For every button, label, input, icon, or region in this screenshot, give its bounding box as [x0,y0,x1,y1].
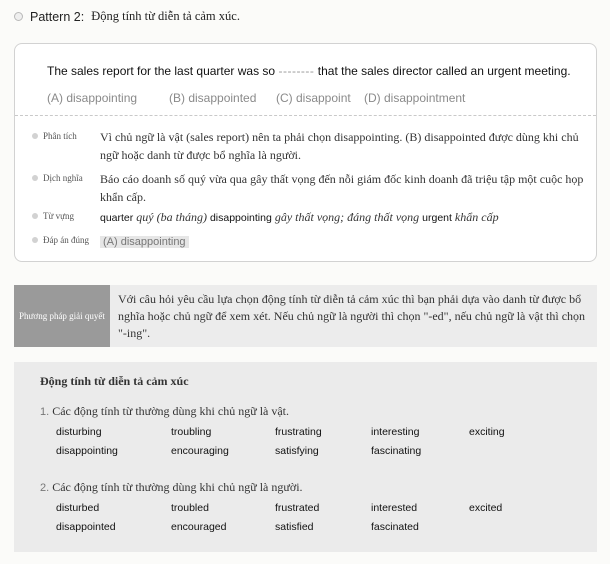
section-heading-text: Các động tính từ thường dùng khi chủ ngữ là người. [52,480,303,494]
vocab-meaning: quý (ba tháng) [136,210,207,224]
vocab-word: quarter [100,212,134,224]
adjective-word: interesting [371,426,420,438]
vocab-meaning: gây thất vọng; đáng thất vọng [274,210,420,224]
adjective-word: frustrating [275,426,322,438]
adjective-word: disturbing [56,426,102,438]
section-2-heading [40,480,303,495]
row-bullet-icon [32,213,38,219]
vocab-word: urgent [422,212,452,224]
option-b[interactable]: (B) disappointed [169,91,257,105]
translation-text: Báo cáo doanh số quý vừa qua gây thất vọng đến nỗi giám đốc kinh doanh đã triệu tập một cuộc họp khẩn cấp. [100,172,584,204]
translation-label: Dịch nghĩa [43,173,83,183]
question-after: that the sales director called an urgent meeting. [317,64,571,78]
adjective-word: exciting [469,426,505,438]
adjective-word: troubled [171,502,209,514]
vocab-meaning: khẩn cấp [454,210,499,224]
pattern-header [14,9,240,24]
adjective-word: fascinated [371,521,419,533]
adjective-word: troubling [171,426,212,438]
section-heading-text: Các động tính từ thường dùng khi chủ ngữ là vật. [52,404,290,418]
adjective-word: satisfied [275,521,314,533]
row-bullet-icon [32,175,38,181]
adjective-word: encouraging [171,445,229,457]
emotion-adjectives-box [14,362,597,552]
vocabulary-text [100,208,585,227]
analysis-label: Phân tích [43,131,77,141]
adjective-word: disappointed [56,521,116,533]
method-label: Phương pháp giải quyết [14,285,110,347]
emotion-title: Động tính từ diễn tả cảm xúc [40,374,189,388]
vocabulary-label: Từ vựng [43,211,75,221]
option-a[interactable]: (A) disappointing [47,91,138,105]
method-box [14,285,597,347]
method-text: Với câu hỏi yêu cầu lựa chọn động tính từ diễn tả cảm xúc thì bạn phải dựa vào danh từ được bổ nghĩa hoặc chủ ngữ để xem xét. Nếu chủ ngữ là người thì chọn "-ed", nếu chủ ngữ là vật thì chọn "-ing". [118,292,586,340]
adjective-word: fascinating [371,445,422,457]
adjective-word: frustrated [275,502,320,514]
pattern-label: Pattern 2: [30,9,85,24]
adjective-word: disappointing [56,445,118,457]
question-card [14,43,597,262]
option-c[interactable]: (C) disappoint [276,91,351,105]
answer-label: Đáp án đúng [43,235,89,245]
correct-answer: (A) disappointing [100,236,189,248]
pattern-title: Động tính từ diễn tả cảm xúc. [91,9,240,23]
dashed-divider [15,115,596,116]
adjective-word: satisfying [275,445,319,457]
vocab-word: disappointing [209,212,272,224]
section-number: 2. [40,482,50,494]
answer-text [100,232,585,251]
question-before: The sales report for the last quarter was so [47,64,276,78]
adjective-word: excited [469,502,503,514]
row-bullet-icon [32,237,38,243]
adjective-word: encouraged [171,521,227,533]
section-number: 1. [40,406,50,418]
adjective-word: disturbed [56,502,100,514]
adjective-word: interested [371,502,418,514]
section-1-heading [40,404,289,419]
option-d[interactable]: (D) disappointment [364,91,466,105]
question-blank: -------- [278,64,315,78]
analysis-text: Vì chủ ngữ là vật (sales report) nên ta phải chọn disappointing. (B) disappointed được dùng khi chủ ngữ hoặc danh từ được bổ nghĩa là người. [100,130,579,162]
circle-bullet-icon [14,12,23,21]
question-sentence [47,64,571,78]
row-bullet-icon [32,133,38,139]
